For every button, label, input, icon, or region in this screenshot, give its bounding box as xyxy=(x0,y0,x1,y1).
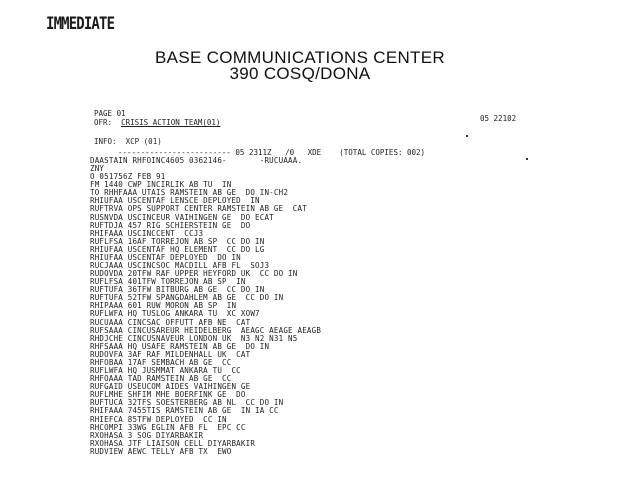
routing-line: RUCJAAA USCINCSOC MACDILL AFB FL SOJ3 xyxy=(90,261,270,271)
letterhead xyxy=(0,50,600,82)
message-meta xyxy=(94,110,220,127)
routing-line: RUCUAAA CINCSAC OFFUTT AFB NE CAT xyxy=(90,317,251,327)
routing-line: RUFLWFA HQ JUSMMAT ANKARA TU CC xyxy=(90,366,241,376)
office-value: CRISIS ACTION TEAM(01) xyxy=(121,117,221,127)
routing-line: RHIUFAA USCENTAF DEPLOYED DO IN xyxy=(90,252,241,262)
routing-line: RHIFAAA 7455TIS RAMSTEIN AB GE IN IA CC xyxy=(90,406,279,416)
info-line: INFO: XCP (01) xyxy=(94,137,162,146)
separator-line: ------------------------- 05 2311Z /0 XDE (TOTAL COPIES: 002) xyxy=(118,148,426,157)
routing-line: RHIPAAA 601 RUW MORON AB SP IN xyxy=(90,301,237,311)
routing-line: RHIUFAA USCENTAF HQ ELEMENT CC DO LG xyxy=(90,244,265,254)
routing-line: RHIUFAA USCENTAF LENSCE DEPLOYED IN xyxy=(90,196,260,206)
routing-line: RUFLWFA HQ TUSLOG ANKARA TU XC XOW7 xyxy=(90,309,260,319)
routing-line: RHFOAAA TAD RAMSTEIN AB GE CC xyxy=(90,374,232,384)
routing-line: RHIFAAA USCINCCENT CCJ3 xyxy=(90,228,204,238)
routing-line: RHIEFCA 85TFW DEPLOYED CC IN xyxy=(90,414,227,424)
routing-line: RUDOVFA 3AF RAF MILDENHALL UK CAT xyxy=(90,349,251,359)
routing-line: RHCOMPI 33WG EGLIN AFB FL EPC CC xyxy=(90,422,246,432)
routing-line: RUFTUFA 52TFW SPANGDAHLEM AB GE CC DO IN xyxy=(90,293,284,303)
center-title: BASE COMMUNICATIONS CENTER xyxy=(155,48,445,67)
routing-line: RUFLFSA 16AF TORREJON AB SP CC DO IN xyxy=(90,236,265,246)
speck-mark xyxy=(526,158,528,160)
routing-line: RUFTUCA 32TFS SOESTERBERG AB NL CC DO IN xyxy=(90,398,284,408)
routing-line: RUSNVDA USCINCEUR VAIHINGEN GE DO ECAT xyxy=(90,212,274,222)
unit-designation: 390 COSQ/DONA xyxy=(229,64,371,83)
routing-line: FM 1440 CWP INCIRLIK AB TU IN xyxy=(90,180,232,190)
routing-line: TO RHHFAAA UTAIS RAMSTEIN AB GE DO IN-CH2 xyxy=(90,188,289,198)
routing-line: RHDJCHE CINCUSNAVEUR LONDON UK N3 N2 N31 N5 xyxy=(90,333,298,343)
routing-line: RUFSAAA CINCUSAREUR HEIDELBERG AEAGC AEAGE AEAGB xyxy=(90,325,322,335)
routing-line: RUDOVDA 20TFW RAF UPPER HEYFORD UK CC DO IN xyxy=(90,269,298,279)
routing-line: RUFTRVA OPS SUPPORT CENTER RAMSTEIN AB GE CAT xyxy=(90,204,307,214)
routing-line: RUFLMHE SHFIM MHE BOERFINK GE DO xyxy=(90,390,246,400)
page-number: PAGE 01 xyxy=(94,109,126,118)
immediate-stamp: IMMEDIATE xyxy=(46,14,115,34)
routing-line: RHFOBAA 17AF SEMBACH AB GE CC xyxy=(90,357,232,367)
routing-list xyxy=(90,157,321,456)
routing-line: RXOHASA JTF LIAISON CELL DIYARBAKIR xyxy=(90,438,256,448)
routing-line: RUFTDJA 457 RIG SCHIERSTEIN GE DO xyxy=(90,220,251,230)
routing-line: O 051756Z FEB 91 xyxy=(90,172,166,182)
routing-line: RXOHASA 3 SOG DIYARBAKIR xyxy=(90,430,204,440)
routing-line: DAASTAIN RHFOINC4605 0362146- -RUCUAAA. xyxy=(90,156,303,165)
speck-mark xyxy=(466,135,468,137)
routing-line: RUDVIEW AEWC TELLY AFB TX EWO xyxy=(90,446,232,456)
routing-line: RUFTUFA 36TFW BITBURG AB GE CC DO IN xyxy=(90,285,265,295)
routing-line: ZNY xyxy=(90,164,105,174)
routing-line: RUFLFSA 401TFW TORREJON AB SP IN xyxy=(90,277,246,287)
routing-line: RHFSAAA HQ USAFE RAMSTEIN AB GE DO IN xyxy=(90,341,270,351)
routing-line: RUFGAID USEUCOM AIDES VAIHINGEN GE xyxy=(90,382,251,392)
office-label: OFR: xyxy=(94,117,113,127)
office-row xyxy=(94,119,220,128)
message-date: 05 22102 xyxy=(480,114,517,123)
